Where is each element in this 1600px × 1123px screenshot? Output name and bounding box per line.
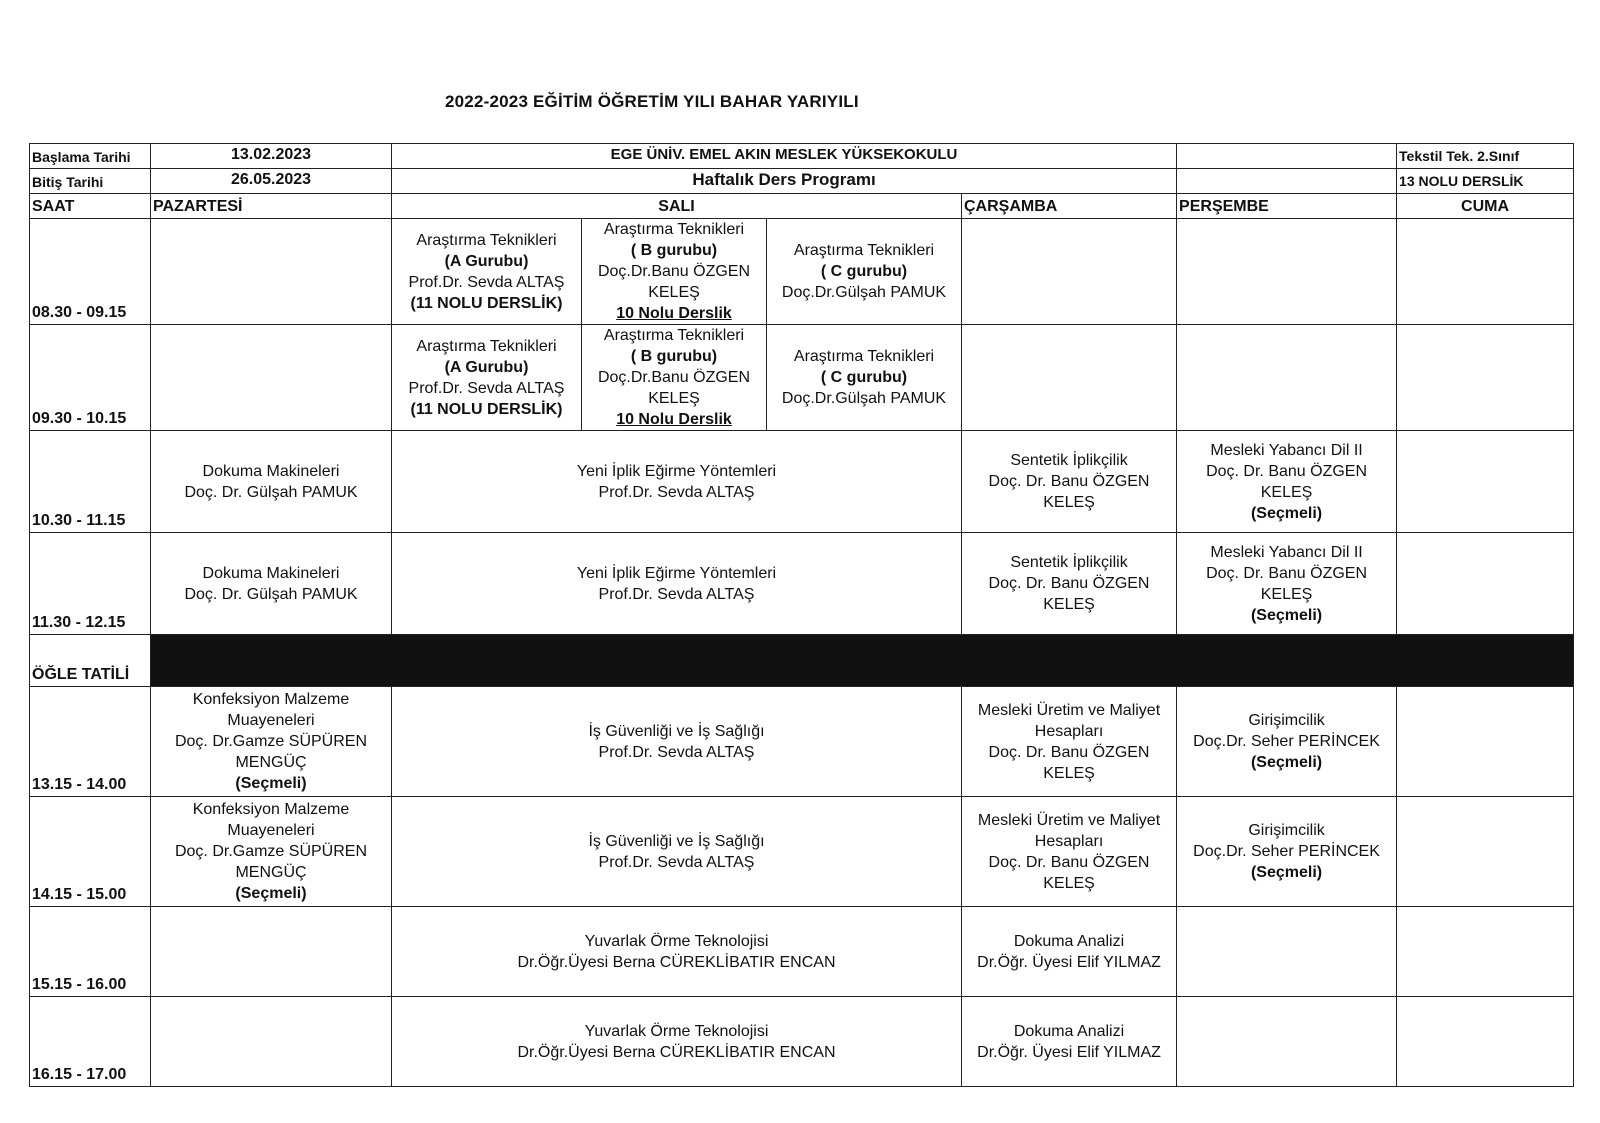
course-teacher: Prof.Dr. Sevda ALTAŞ	[598, 483, 755, 501]
empty-cell	[1177, 219, 1397, 325]
course-room: 10 Nolu Derslik	[616, 411, 732, 428]
classroom-name: 13 NOLU DERSLİK	[1397, 169, 1574, 194]
course-note: (Seçmeli)	[1250, 606, 1323, 624]
schedule-row	[30, 219, 1574, 325]
course-teacher: KELEŞ	[1043, 874, 1095, 892]
course-teacher: Dr.Öğr.Üyesi Berna CÜREKLİBATIR ENCAN	[517, 953, 836, 971]
course-cell-girisimcilik	[1177, 797, 1397, 907]
course-teacher: Doç. Dr.Gamze SÜPÜREN	[174, 843, 368, 860]
empty-cell	[1397, 997, 1574, 1087]
course-cell-yeni-iplik	[392, 431, 962, 533]
course-name: Yeni İplik Eğirme Yöntemleri	[576, 564, 777, 582]
time-slot: 13.15 - 14.00	[30, 687, 151, 797]
course-cell-research-a	[392, 219, 582, 325]
course-name: Muayeneleri	[227, 712, 315, 729]
course-teacher: KELEŞ	[1260, 585, 1313, 603]
time-slot: 10.30 - 11.15	[30, 431, 151, 533]
course-teacher: KELEŞ	[648, 390, 700, 407]
empty-cell	[1397, 533, 1574, 635]
course-name: Sentetik İplikçilik	[1010, 554, 1128, 571]
course-group: ( B gurubu)	[630, 348, 718, 365]
course-cell-sentetik	[962, 431, 1177, 533]
empty-cell	[151, 997, 392, 1087]
course-cell-research-b	[582, 219, 767, 325]
empty-cell	[1177, 325, 1397, 431]
course-room: (11 NOLU DERSLİK)	[410, 294, 563, 312]
course-name: Dokuma Makineleri	[202, 564, 340, 582]
course-teacher: Dr.Öğr. Üyesi Elif YILMAZ	[977, 953, 1161, 971]
empty-cell	[962, 325, 1177, 431]
course-teacher: Doç. Dr. Banu ÖZGEN	[988, 473, 1150, 490]
course-cell-yabanci-dil	[1177, 533, 1397, 635]
course-teacher: Prof.Dr. Sevda ALTAŞ	[598, 585, 755, 603]
day-tuesday: SALI	[392, 194, 962, 219]
course-cell-dokuma-analizi	[962, 907, 1177, 997]
time-slot: 16.15 - 17.00	[30, 997, 151, 1087]
header-row-start	[30, 144, 1574, 169]
lunch-row	[30, 635, 1574, 687]
course-name: Dokuma Makineleri	[202, 462, 340, 480]
course-name: İş Güvenliği ve İş Sağlığı	[588, 722, 765, 740]
course-teacher: Prof.Dr. Sevda ALTAŞ	[408, 379, 565, 397]
course-teacher: KELEŞ	[1260, 483, 1313, 501]
course-name: Konfeksiyon Malzeme	[192, 691, 350, 708]
course-name: Araştırma Teknikleri	[603, 327, 745, 344]
day-header-row	[30, 194, 1574, 219]
course-name: Girişimcilik	[1248, 712, 1325, 729]
schedule-row	[30, 325, 1574, 431]
course-cell-research-c	[767, 219, 962, 325]
course-room: 10 Nolu Derslik	[616, 305, 732, 322]
course-cell-maliyet	[962, 687, 1177, 797]
course-cell-konfeksiyon	[151, 687, 392, 797]
course-name: Mesleki Yabancı Dil II	[1210, 441, 1363, 459]
course-teacher: Prof.Dr. Sevda ALTAŞ	[408, 273, 565, 291]
time-column-header: SAAT	[30, 194, 151, 219]
course-name: Dokuma Analizi	[1013, 932, 1125, 950]
start-date-value: 13.02.2023	[151, 144, 392, 169]
schedule-row	[30, 797, 1574, 907]
empty-cell	[151, 325, 392, 431]
course-cell-sentetik	[962, 533, 1177, 635]
course-group: (A Gurubu)	[444, 358, 529, 376]
header-row-end	[30, 169, 1574, 194]
course-cell-yabanci-dil	[1177, 431, 1397, 533]
schedule-row	[30, 997, 1574, 1087]
institution-name: EGE ÜNİV. EMEL AKIN MESLEK YÜKSEKOKULU	[392, 144, 1177, 169]
course-cell-yeni-iplik	[392, 533, 962, 635]
course-teacher: Doç. Dr. Banu ÖZGEN	[988, 743, 1150, 761]
empty-cell	[1397, 907, 1574, 997]
course-teacher: Doç.Dr. Seher PERİNCEK	[1193, 733, 1380, 750]
course-cell-is-guvenligi	[392, 687, 962, 797]
course-teacher: Doç.Dr.Gülşah PAMUK	[781, 390, 947, 407]
schedule-row	[30, 431, 1574, 533]
course-teacher: Doç.Dr. Seher PERİNCEK	[1193, 843, 1380, 860]
schedule-row	[30, 907, 1574, 997]
end-date-value: 26.05.2023	[151, 169, 392, 194]
time-slot: 15.15 - 16.00	[30, 907, 151, 997]
course-note: (Seçmeli)	[1250, 864, 1323, 881]
day-wednesday: ÇARŞAMBA	[962, 194, 1177, 219]
course-name: Mesleki Yabancı Dil II	[1210, 543, 1363, 561]
course-cell-research-a	[392, 325, 582, 431]
day-friday: CUMA	[1397, 194, 1574, 219]
course-name: Konfeksiyon Malzeme	[192, 801, 350, 818]
course-group: ( B gurubu)	[630, 242, 718, 259]
course-teacher: Doç.Dr.Gülşah PAMUK	[781, 284, 947, 301]
time-slot: 11.30 - 12.15	[30, 533, 151, 635]
empty-cell	[151, 907, 392, 997]
course-name: Mesleki Üretim ve Maliyet	[977, 701, 1161, 719]
course-teacher: Prof.Dr. Sevda ALTAŞ	[598, 743, 755, 761]
course-name: Girişimcilik	[1248, 822, 1325, 839]
course-name: Muayeneleri	[227, 822, 315, 839]
course-teacher: Prof.Dr. Sevda ALTAŞ	[598, 853, 755, 871]
course-note: (Seçmeli)	[1250, 504, 1323, 522]
course-group: ( C gurubu)	[820, 263, 908, 280]
empty-cell	[1397, 797, 1574, 907]
course-name: Mesleki Üretim ve Maliyet	[977, 811, 1161, 829]
course-name: Araştırma Teknikleri	[416, 337, 557, 355]
course-cell-maliyet	[962, 797, 1177, 907]
program-title: Haftalık Ders Programı	[392, 169, 1177, 194]
class-name: Tekstil Tek. 2.Sınıf	[1397, 144, 1574, 169]
course-name: Yeni İplik Eğirme Yöntemleri	[576, 462, 777, 480]
course-cell-konfeksiyon	[151, 797, 392, 907]
course-name: Araştırma Teknikleri	[603, 221, 745, 238]
course-name: Araştırma Teknikleri	[793, 242, 935, 259]
course-note: (Seçmeli)	[1250, 754, 1323, 771]
course-teacher: Doç. Dr. Banu ÖZGEN	[988, 853, 1150, 871]
course-teacher: Doç.Dr.Banu ÖZGEN	[597, 263, 751, 280]
schedule-row	[30, 687, 1574, 797]
course-cell-dokuma-makineleri	[151, 533, 392, 635]
course-cell-is-guvenligi	[392, 797, 962, 907]
course-teacher: KELEŞ	[648, 284, 700, 301]
page-title: 2022-2023 EĞİTİM ÖĞRETİM YILI BAHAR YARIYILI	[445, 92, 859, 111]
course-name: Araştırma Teknikleri	[793, 348, 935, 365]
course-name: Dokuma Analizi	[1013, 1022, 1125, 1040]
course-note: (Seçmeli)	[235, 775, 307, 792]
course-name: İş Güvenliği ve İş Sağlığı	[588, 832, 765, 850]
course-cell-yuvarlak-orme	[392, 997, 962, 1087]
time-slot: 14.15 - 15.00	[30, 797, 151, 907]
lunch-label: ÖĞLE TATİLİ	[30, 635, 151, 687]
course-teacher: MENGÜÇ	[235, 864, 307, 881]
course-teacher: Dr.Öğr.Üyesi Berna CÜREKLİBATIR ENCAN	[517, 1043, 836, 1061]
course-teacher: KELEŞ	[1043, 494, 1095, 511]
course-teacher: Doç. Dr. Banu ÖZGEN	[1206, 462, 1368, 480]
course-note: (Seçmeli)	[235, 885, 307, 902]
empty-cell	[1397, 219, 1574, 325]
schedule-row	[30, 533, 1574, 635]
course-teacher: Doç. Dr. Gülşah PAMUK	[184, 483, 358, 501]
course-group: ( C gurubu)	[820, 369, 908, 386]
course-teacher: KELEŞ	[1043, 596, 1095, 613]
course-teacher: Doç. Dr. Banu ÖZGEN	[988, 575, 1150, 592]
header-empty-cell	[1177, 144, 1397, 169]
empty-cell	[1397, 325, 1574, 431]
course-cell-research-c	[767, 325, 962, 431]
start-date-label: Başlama Tarihi	[30, 144, 151, 169]
course-group: (A Gurubu)	[444, 252, 529, 270]
course-name: Araştırma Teknikleri	[416, 231, 557, 249]
course-teacher: Doç. Dr. Gülşah PAMUK	[184, 585, 358, 603]
time-slot: 09.30 - 10.15	[30, 325, 151, 431]
course-teacher: Dr.Öğr. Üyesi Elif YILMAZ	[977, 1043, 1161, 1061]
day-thursday: PERŞEMBE	[1177, 194, 1397, 219]
schedule-table	[29, 143, 1574, 1087]
course-name: Hesapları	[1034, 832, 1104, 850]
course-name: Yuvarlak Örme Teknolojisi	[584, 932, 769, 950]
end-date-label: Bitiş Tarihi	[30, 169, 151, 194]
empty-cell	[1177, 907, 1397, 997]
course-name: Yuvarlak Örme Teknolojisi	[584, 1022, 769, 1040]
course-cell-yuvarlak-orme	[392, 907, 962, 997]
empty-cell	[1397, 687, 1574, 797]
course-teacher: Doç.Dr.Banu ÖZGEN	[597, 369, 751, 386]
day-monday: PAZARTESİ	[151, 194, 392, 219]
course-cell-girisimcilik	[1177, 687, 1397, 797]
empty-cell	[962, 219, 1177, 325]
course-cell-dokuma-analizi	[962, 997, 1177, 1087]
time-slot: 08.30 - 09.15	[30, 219, 151, 325]
course-teacher: KELEŞ	[1043, 764, 1095, 782]
empty-cell	[1177, 997, 1397, 1087]
course-name: Hesapları	[1034, 722, 1104, 740]
course-teacher: Doç. Dr.Gamze SÜPÜREN	[174, 733, 368, 750]
course-name: Sentetik İplikçilik	[1010, 452, 1128, 469]
empty-cell	[1397, 431, 1574, 533]
empty-cell	[151, 219, 392, 325]
course-cell-research-b	[582, 325, 767, 431]
header-empty-cell	[1177, 169, 1397, 194]
course-room: (11 NOLU DERSLİK)	[410, 400, 563, 418]
lunch-bar	[151, 635, 1574, 687]
course-cell-dokuma-makineleri	[151, 431, 392, 533]
course-teacher: MENGÜÇ	[235, 754, 307, 771]
course-teacher: Doç. Dr. Banu ÖZGEN	[1206, 564, 1368, 582]
